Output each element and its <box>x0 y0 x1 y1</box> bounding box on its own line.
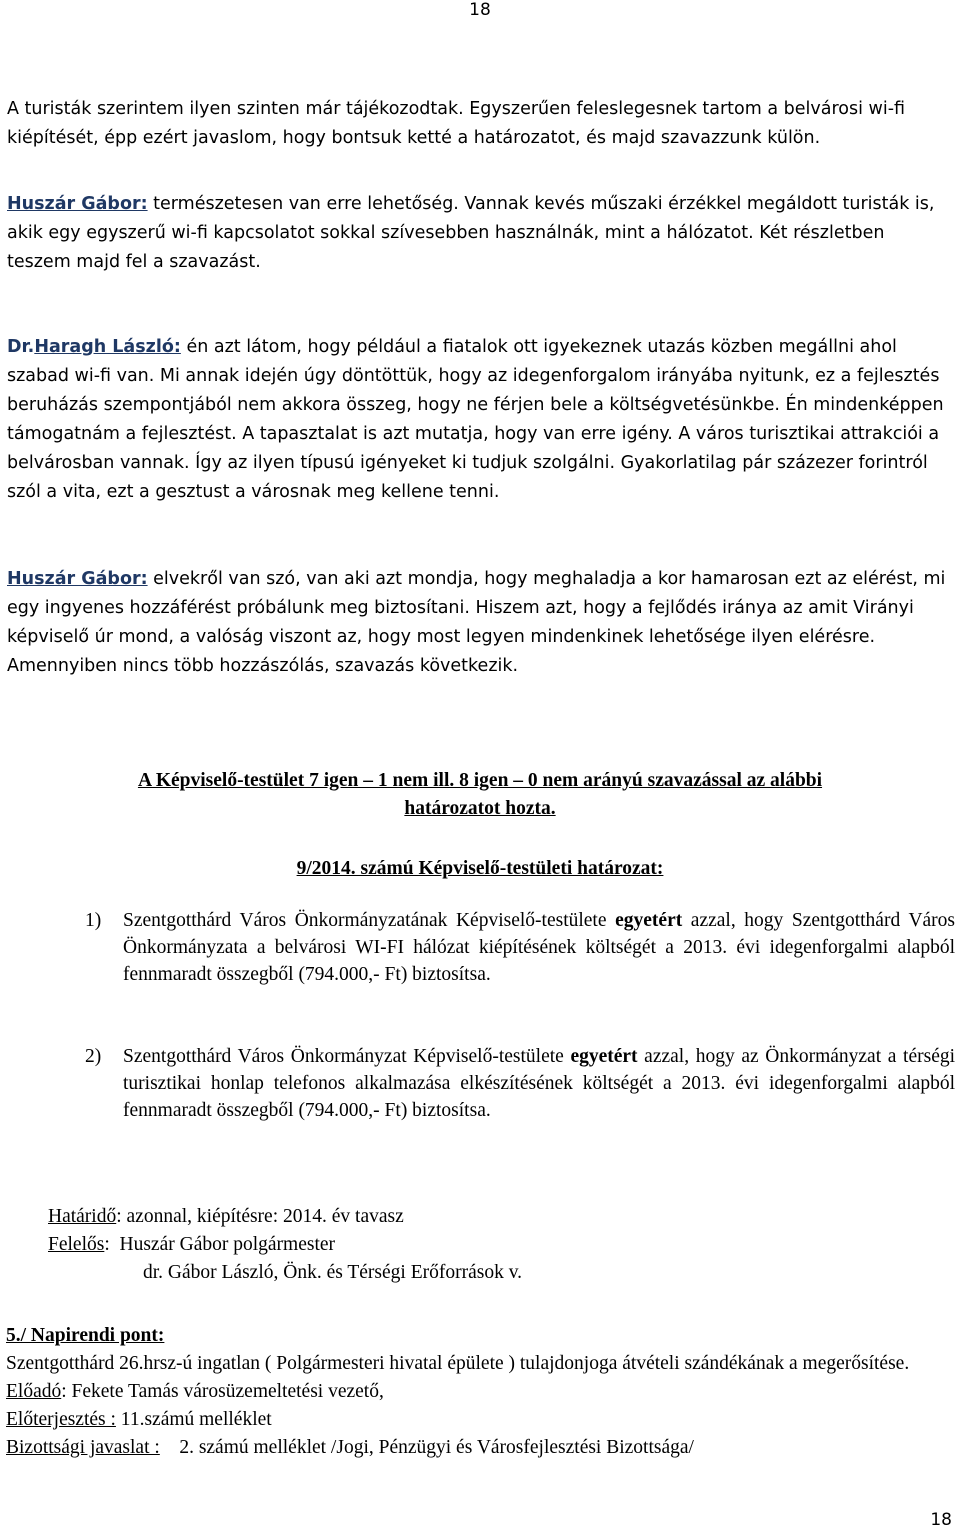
vote-result-line-2: határozatot hozta. <box>404 798 556 819</box>
agenda-presenter-line <box>6 1378 956 1406</box>
presenter-value: : Fekete Tamás városüzemeltetési vezető, <box>61 1381 384 1402</box>
deadline-value: : azonnal, kiépítésre: 2014. év tavasz <box>116 1206 404 1227</box>
page-number-bottom: 18 <box>930 1510 952 1530</box>
paragraph-4 <box>7 565 953 681</box>
committee-label: Bizottsági javaslat : <box>6 1437 160 1458</box>
vote-result <box>20 767 940 823</box>
deadline-label: Határidő <box>48 1206 117 1227</box>
responsible-label: Felelős <box>48 1234 105 1255</box>
speaker-name: Haragh László: <box>34 337 181 357</box>
speaker-name: Huszár Gábor: <box>7 569 148 589</box>
resolution-item-number: 1) <box>85 910 102 931</box>
paragraph-2 <box>7 190 953 277</box>
agenda-item <box>6 1322 956 1462</box>
speaker-name: Huszár Gábor: <box>7 194 148 214</box>
submission-value: 11.számú melléklet <box>115 1409 272 1430</box>
resolution-item-text: Szentgotthárd Város Önkormányzat Képviselő-testülete <box>123 1046 571 1067</box>
paragraph-1-text: A turisták szerintem ilyen szinten már tájékozodtak. Egyszerűen feleslegesnek tartom a belvárosi wi-fi kiépítését, épp ezért javaslom, hogy bontsuk ketté a határozatot, és majd szavazzunk külön. <box>7 99 906 148</box>
vote-result-line-1: A Képviselő-testület 7 igen – 1 nem ill. 8 igen – 0 nem arányú szavazással az alábbi <box>137 770 823 791</box>
speaker-prefix: Dr. <box>7 337 35 357</box>
agenda-submission-line <box>6 1406 956 1434</box>
resolution-item-emphasis: egyetért <box>615 910 683 931</box>
resolution-item-number: 2) <box>85 1046 102 1067</box>
deadline-responsible-block <box>48 1203 948 1287</box>
resolution-item-2 <box>85 1043 955 1124</box>
agenda-subject: Szentgotthárd 26.hrsz-ú ingatlan ( Polgármesteri hivatal épülete ) tulajdonjoga átvételi szándékának a megerősítése. <box>6 1353 910 1374</box>
responsible-line <box>48 1231 948 1259</box>
agenda-committee-line <box>6 1434 956 1462</box>
deadline-line <box>48 1203 948 1231</box>
page-number-top: 18 <box>469 0 491 20</box>
paragraph-3 <box>7 333 953 507</box>
paragraph-4-text: elvekről van szó, van aki azt mondja, hogy meghaladja a kor hamarosan ezt az elérést, mi egy ingyenes hozzáférést próbálunk meg biztosítani. Hiszem azt, hogy a fejlődés iránya az amit Virányi képviselő úr mond, a valóság viszont az, hogy most legyen mindenkinek lehetősége ilyen elérésre. Amennyiben nincs több hozzászólás, szavazás következik. <box>7 569 946 676</box>
agenda-title: 5./ Napirendi pont: <box>6 1325 165 1346</box>
paragraph-3-text: én azt látom, hogy például a fiatalok ott igyekeznek utazás közben megállni ahol szabad wi-fi van. Mi annak idején úgy döntöttük, hogy az idegenforgalom irányába nyitunk, ez a fejlesztés beruházás szempontjából nem akkora összeg, hogy ne férjen bele a költségvetésünkbe. Én mindenképpen támogatnám a fejlesztést. A tapasztalat is azt mutatja, hogy van erre igény. A város turisztikai attrakciói a belvárosban vannak. Így az ilyen típusú igényeket ki tudjuk szolgálni. Gyakorlatilag pár százezer forintról szól a vita, ezt a gesztust a városnak meg kellene tenni. <box>7 337 944 502</box>
submission-label: Előterjesztés : <box>6 1409 116 1430</box>
paragraph-1 <box>7 95 953 153</box>
resolution-item-1 <box>85 907 955 988</box>
resolution-title: 9/2014. számú Képviselő-testületi határozat: <box>296 858 664 879</box>
resolution-item-text: azzal, hogy az Önkormányzat a térségi turisztikai honlap telefonos alkalmazása elkészítésének költségét a 2013. évi idegenforgalmi alapból fennmaradt összegből (794.000,- Ft) biztosítsa. <box>123 1046 956 1121</box>
presenter-label: Előadó <box>6 1381 62 1402</box>
resolution-item-emphasis: egyetért <box>570 1046 638 1067</box>
responsible-value: : Huszár Gábor polgármester <box>104 1234 336 1255</box>
committee-value: 2. számú melléklet /Jogi, Pénzügyi és Városfejlesztési Bizottsága/ <box>159 1437 694 1458</box>
responsible-line-2: dr. Gábor László, Önk. és Térségi Erőforrások v. <box>143 1262 523 1283</box>
paragraph-2-text: természetesen van erre lehetőség. Vannak kevés műszaki érzékkel megáldott turisták is, akik egy egyszerű wi-fi kapcsolatot sokkal szívesebben használnák, mint a hálózatot. Két részletben teszem majd fel a szavazást. <box>7 194 935 272</box>
resolution-item-text: azzal, hogy Szentgotthárd Város Önkormányzata a belvárosi WI-FI hálózat kiépítésének költségét a 2013. évi idegenforgalmi alapból fennmaradt összegből (794.000,- Ft) biztosítsa. <box>123 910 956 985</box>
resolution-item-text: Szentgotthárd Város Önkormányzatának Képviselő-testülete <box>123 910 616 931</box>
